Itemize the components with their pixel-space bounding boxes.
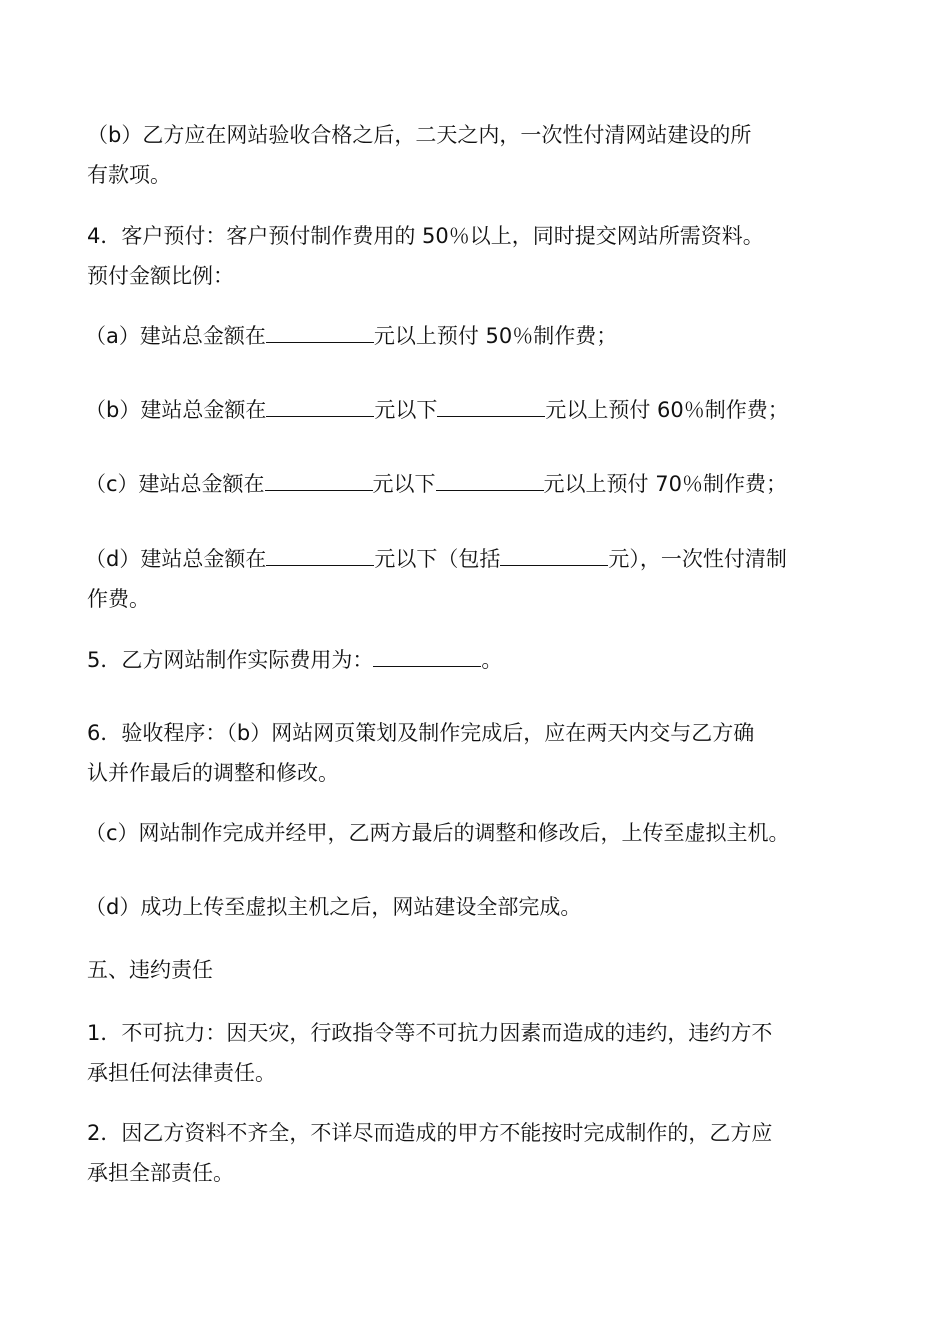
- prepay-d-suffix: 元），一次性付清制: [608, 547, 787, 571]
- paragraph-acceptance-c: （c）网站制作完成并经甲，乙两方最后的调整和修改后，上传至虚拟主机。: [85, 821, 790, 845]
- paragraph-prepay-c: [85, 470, 787, 498]
- prepay-c-prefix: （c）建站总金额在: [85, 472, 265, 496]
- amount-blank: [266, 322, 374, 343]
- actual-fee-suffix: 。: [481, 648, 503, 672]
- paragraph-actual-fee: [87, 646, 502, 674]
- paragraph-acceptance-line1: 6．验收程序：（b）网站网页策划及制作完成后，应在两天内交与乙方确: [87, 721, 755, 745]
- amount-blank: [265, 470, 373, 491]
- paragraph-prepayment-line2: 预付金额比例：: [87, 264, 234, 288]
- paragraph-acceptance-line2: 认并作最后的调整和修改。: [87, 761, 339, 785]
- amount-blank: [437, 396, 545, 417]
- paragraph-acceptance-d: （d）成功上传至虚拟主机之后，网站建设全部完成。: [85, 895, 582, 919]
- prepay-b-mid: 元以下: [374, 398, 438, 422]
- amount-blank: [373, 646, 481, 667]
- prepay-c-mid: 元以下: [372, 472, 436, 496]
- paragraph-force-majeure-line2: 承担任何法律责任。: [87, 1061, 276, 1085]
- amount-blank: [500, 545, 608, 566]
- prepay-b-suffix: 元以上预付 60％制作费；: [545, 398, 789, 422]
- paragraph-materials-line1: 2．因乙方资料不齐全，不详尽而造成的甲方不能按时完成制作的，乙方应: [87, 1121, 773, 1145]
- prepay-d-prefix: （d）建站总金额在: [85, 547, 267, 571]
- amount-blank: [436, 470, 544, 491]
- prepay-a-suffix: 元以上预付 50％制作费；: [373, 324, 618, 348]
- paragraph-force-majeure-line1: 1．不可抗力：因天灾，行政指令等不可抗力因素而造成的违约，违约方不: [87, 1021, 773, 1045]
- paragraph-prepay-d-line2: 作费。: [87, 587, 150, 611]
- actual-fee-prefix: 5．乙方网站制作实际费用为：: [87, 648, 374, 672]
- prepay-b-prefix: （b）建站总金额在: [85, 398, 267, 422]
- prepay-a-prefix: （a）建站总金额在: [85, 324, 266, 348]
- paragraph-prepay-a: [85, 322, 617, 350]
- paragraph-payment-b-line1: （b）乙方应在网站验收合格之后，二天之内，一次性付清网站建设的所: [87, 123, 752, 147]
- paragraph-prepay-d-line1: [85, 545, 787, 573]
- amount-blank: [266, 396, 374, 417]
- paragraph-materials-line2: 承担全部责任。: [87, 1161, 234, 1185]
- prepay-c-suffix: 元以上预付 70％制作费；: [543, 472, 787, 496]
- paragraph-prepayment-line1: 4．客户预付：客户预付制作费用的 50％以上，同时提交网站所需资料。: [87, 224, 764, 248]
- paragraph-prepay-b: [85, 396, 789, 424]
- amount-blank: [266, 545, 374, 566]
- paragraph-payment-b-line2: 有款项。: [87, 163, 171, 187]
- section-heading-breach: 五、违约责任: [87, 958, 213, 982]
- prepay-d-mid: 元以下（包括: [374, 547, 501, 571]
